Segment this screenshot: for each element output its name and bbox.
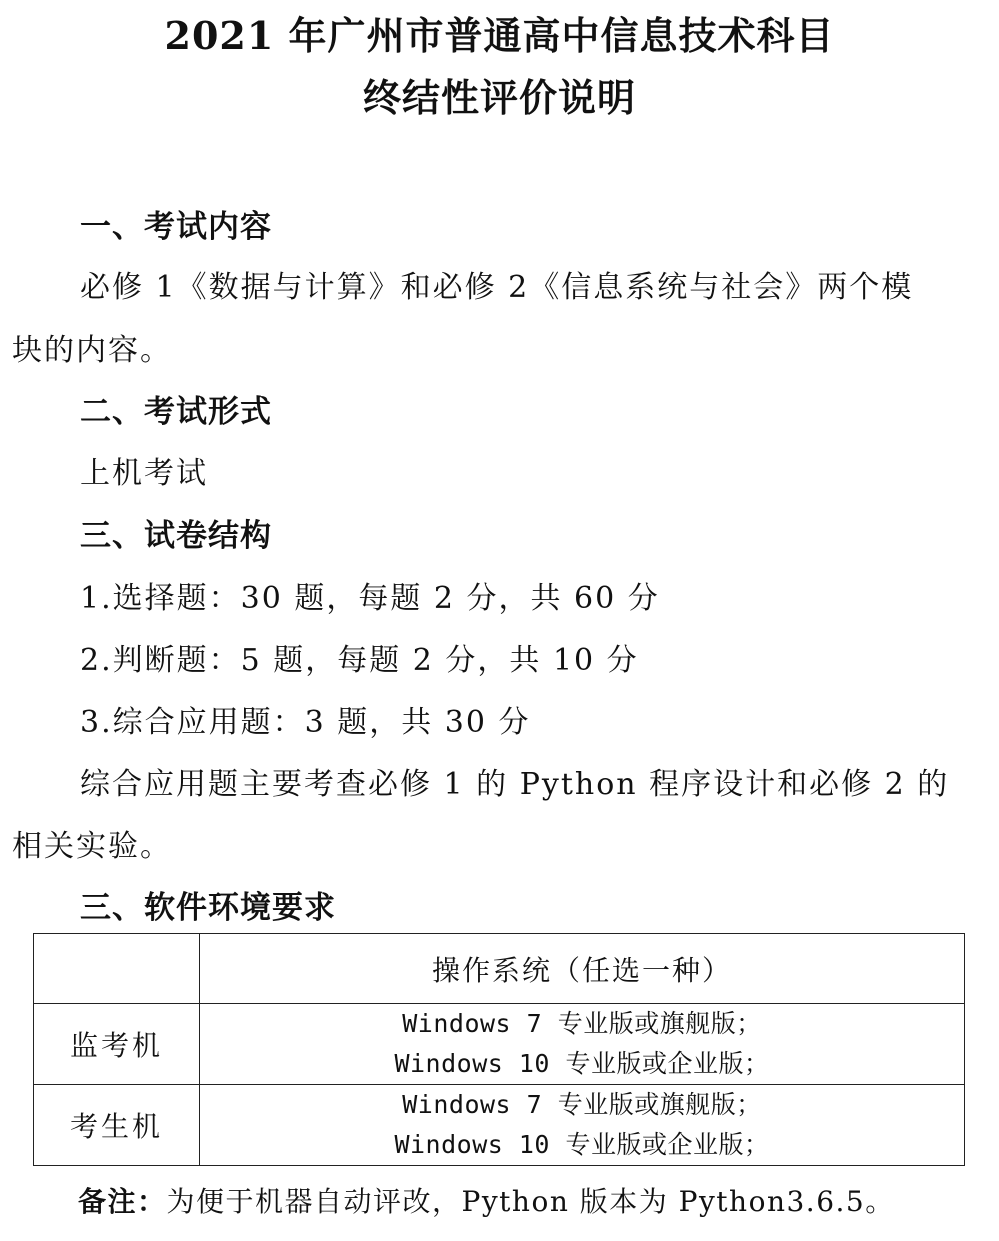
table-row (34, 1004, 965, 1085)
table-header-empty-cell (34, 934, 200, 1004)
structure-item-application: 3.综合应用题：3 题，共 30 分 (80, 705, 531, 740)
exam-content-text-line2: 块的内容。 (12, 333, 172, 368)
row-label-proctor: 监考机 (34, 1004, 200, 1085)
table-row (34, 1085, 965, 1166)
remark-text: 为便于机器自动评改，Python 版本为 Python3.6.5。 (166, 1185, 895, 1218)
os-cell-candidate (200, 1085, 965, 1166)
os-option-win7: Windows 7 专业版或旗舰版； (402, 1090, 762, 1119)
table-header-os: 操作系统（任选一种） (200, 934, 965, 1004)
os-option-win10: Windows 10 专业版或企业版； (394, 1130, 770, 1159)
structure-note-line1: 综合应用题主要考查必修 1 的 Python 程序设计和必修 2 的 (80, 767, 950, 802)
document-title-line2: 终结性评价说明 (362, 75, 636, 120)
table-header-row (34, 934, 965, 1004)
structure-item-choice: 1.选择题：30 题，每题 2 分，共 60 分 (80, 581, 660, 616)
exam-form-text: 上机考试 (80, 456, 208, 491)
remark (78, 1182, 895, 1222)
section-heading-software-env: 三、软件环境要求 (80, 890, 336, 926)
exam-content-text-line1: 必修 1《数据与计算》和必修 2《信息系统与社会》两个模 (80, 270, 914, 305)
os-option-win10: Windows 10 专业版或企业版； (394, 1049, 770, 1078)
software-env-table (33, 933, 965, 1166)
os-option-win7: Windows 7 专业版或旗舰版； (402, 1009, 762, 1038)
remark-label: 备注： (78, 1185, 167, 1218)
row-label-candidate: 考生机 (34, 1085, 200, 1166)
structure-note-line2: 相关实验。 (12, 829, 172, 864)
section-heading-paper-structure: 三、试卷结构 (80, 518, 272, 554)
section-heading-exam-content: 一、考试内容 (80, 209, 272, 245)
document-title-line1: 2021 年广州市普通高中信息技术科目 (164, 13, 835, 58)
section-heading-exam-form: 二、考试形式 (80, 394, 272, 430)
structure-item-judgement: 2.判断题：5 题，每题 2 分，共 10 分 (80, 643, 639, 678)
os-cell-proctor (200, 1004, 965, 1085)
